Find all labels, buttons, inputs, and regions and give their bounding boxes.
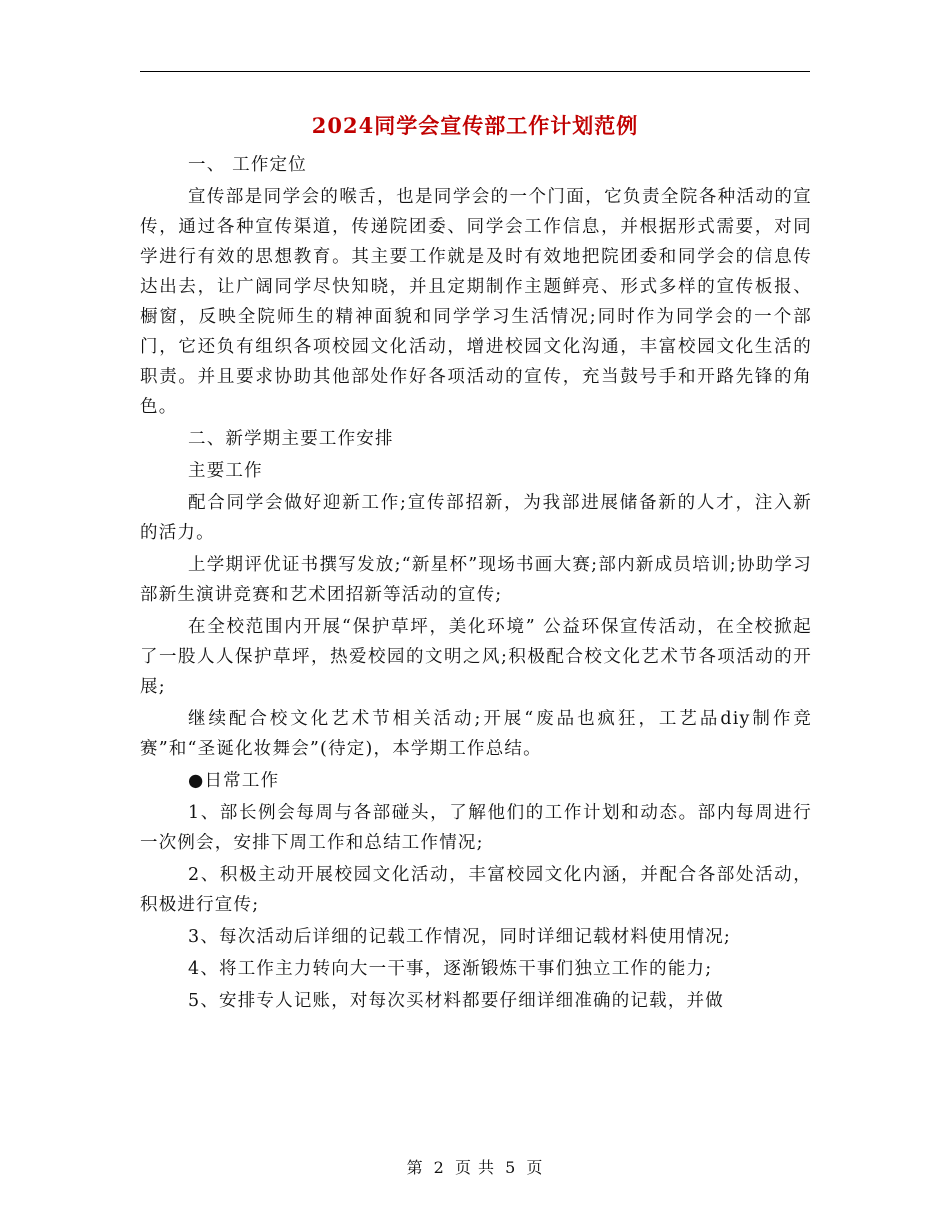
list-item-daily-1: 1、部长例会每周与各部碰头，了解他们的工作计划和动态。部内每周进行一次例会，安排下周工作和总结工作情况; — [140, 803, 812, 853]
paragraph-positioning-body: 宣传部是同学会的喉舌，也是同学会的一个门面，它负责全院各种活动的宣传，通过各种宣传渠道，传递院团委、同学会工作信息，并根据形式需要，对同学进行有效的思想教育。其主要工作就是及时有效地把院团委和同学会的信息传达出去，让广阔同学尽快知晓，并且定期制作主题鲜亮、形式多样的宣传板报、橱窗，反映全院师生的精神面貌和同学学习生活情况;同时作为同学会的一个部门，它还负有组织各项校园文化活动，增进校园文化沟通，丰富校园文化生活的职责。并且要求协助其他部处作好各项活动的宣传，充当鼓号手和开路先锋的角色。 — [140, 187, 812, 417]
list-item-daily-2: 2、积极主动开展校园文化活动，丰富校园文化内涵，并配合各部处活动，积极进行宣传; — [140, 865, 812, 915]
paragraph-main-work-4: 继续配合校文化艺术节相关活动;开展“废品也疯狂，工艺品diy制作竞赛”和“圣诞化妆舞会”(待定)，本学期工作总结。 — [140, 709, 812, 759]
list-item-daily-3: 3、每次活动后详细的记载工作情况，同时详细记载材料使用情况; — [188, 927, 732, 947]
paragraph-main-work-2: 上学期评优证书撰写发放;“新星杯”现场书画大赛;部内新成员培训;协助学习部新生演讲竞赛和艺术团招新等活动的宣传; — [140, 555, 812, 605]
paragraph-main-work-3: 在全校范围内开展“保护草坪，美化环境” 公益环保宣传活动，在全校掀起了一股人人保护草坪，热爱校园的文明之风;积极配合校文化艺术节各项活动的开展; — [140, 617, 812, 697]
footer-suffix: 页 — [526, 1158, 544, 1177]
footer-total-pages: 5 — [505, 1158, 517, 1177]
subheading-main-work: 主要工作 — [188, 461, 263, 481]
footer-prefix: 第 — [406, 1158, 424, 1177]
page-footer — [0, 1155, 950, 1178]
document-body — [140, 150, 812, 1016]
header-rule — [140, 71, 810, 72]
list-item-daily-5: 5、安排专人记账，对每次买材料都要仔细详细准确的记载，并做 — [188, 991, 724, 1011]
document-title: 2024同学会宣传部工作计划范例 — [311, 113, 639, 138]
subheading-daily-work: ●日常工作 — [188, 771, 280, 791]
footer-page-number: 2 — [433, 1158, 445, 1177]
list-item-daily-4: 4、将工作主力转向大一干事，逐渐锻炼干事们独立工作的能力; — [188, 959, 713, 979]
footer-middle: 页 共 — [454, 1158, 496, 1177]
paragraph-main-work-1: 配合同学会做好迎新工作;宣传部招新，为我部进展储备新的人才，注入新的活力。 — [140, 493, 812, 543]
section-heading-positioning: 一、 工作定位 — [188, 155, 307, 175]
section-heading-plan: 二、新学期主要工作安排 — [188, 429, 394, 449]
